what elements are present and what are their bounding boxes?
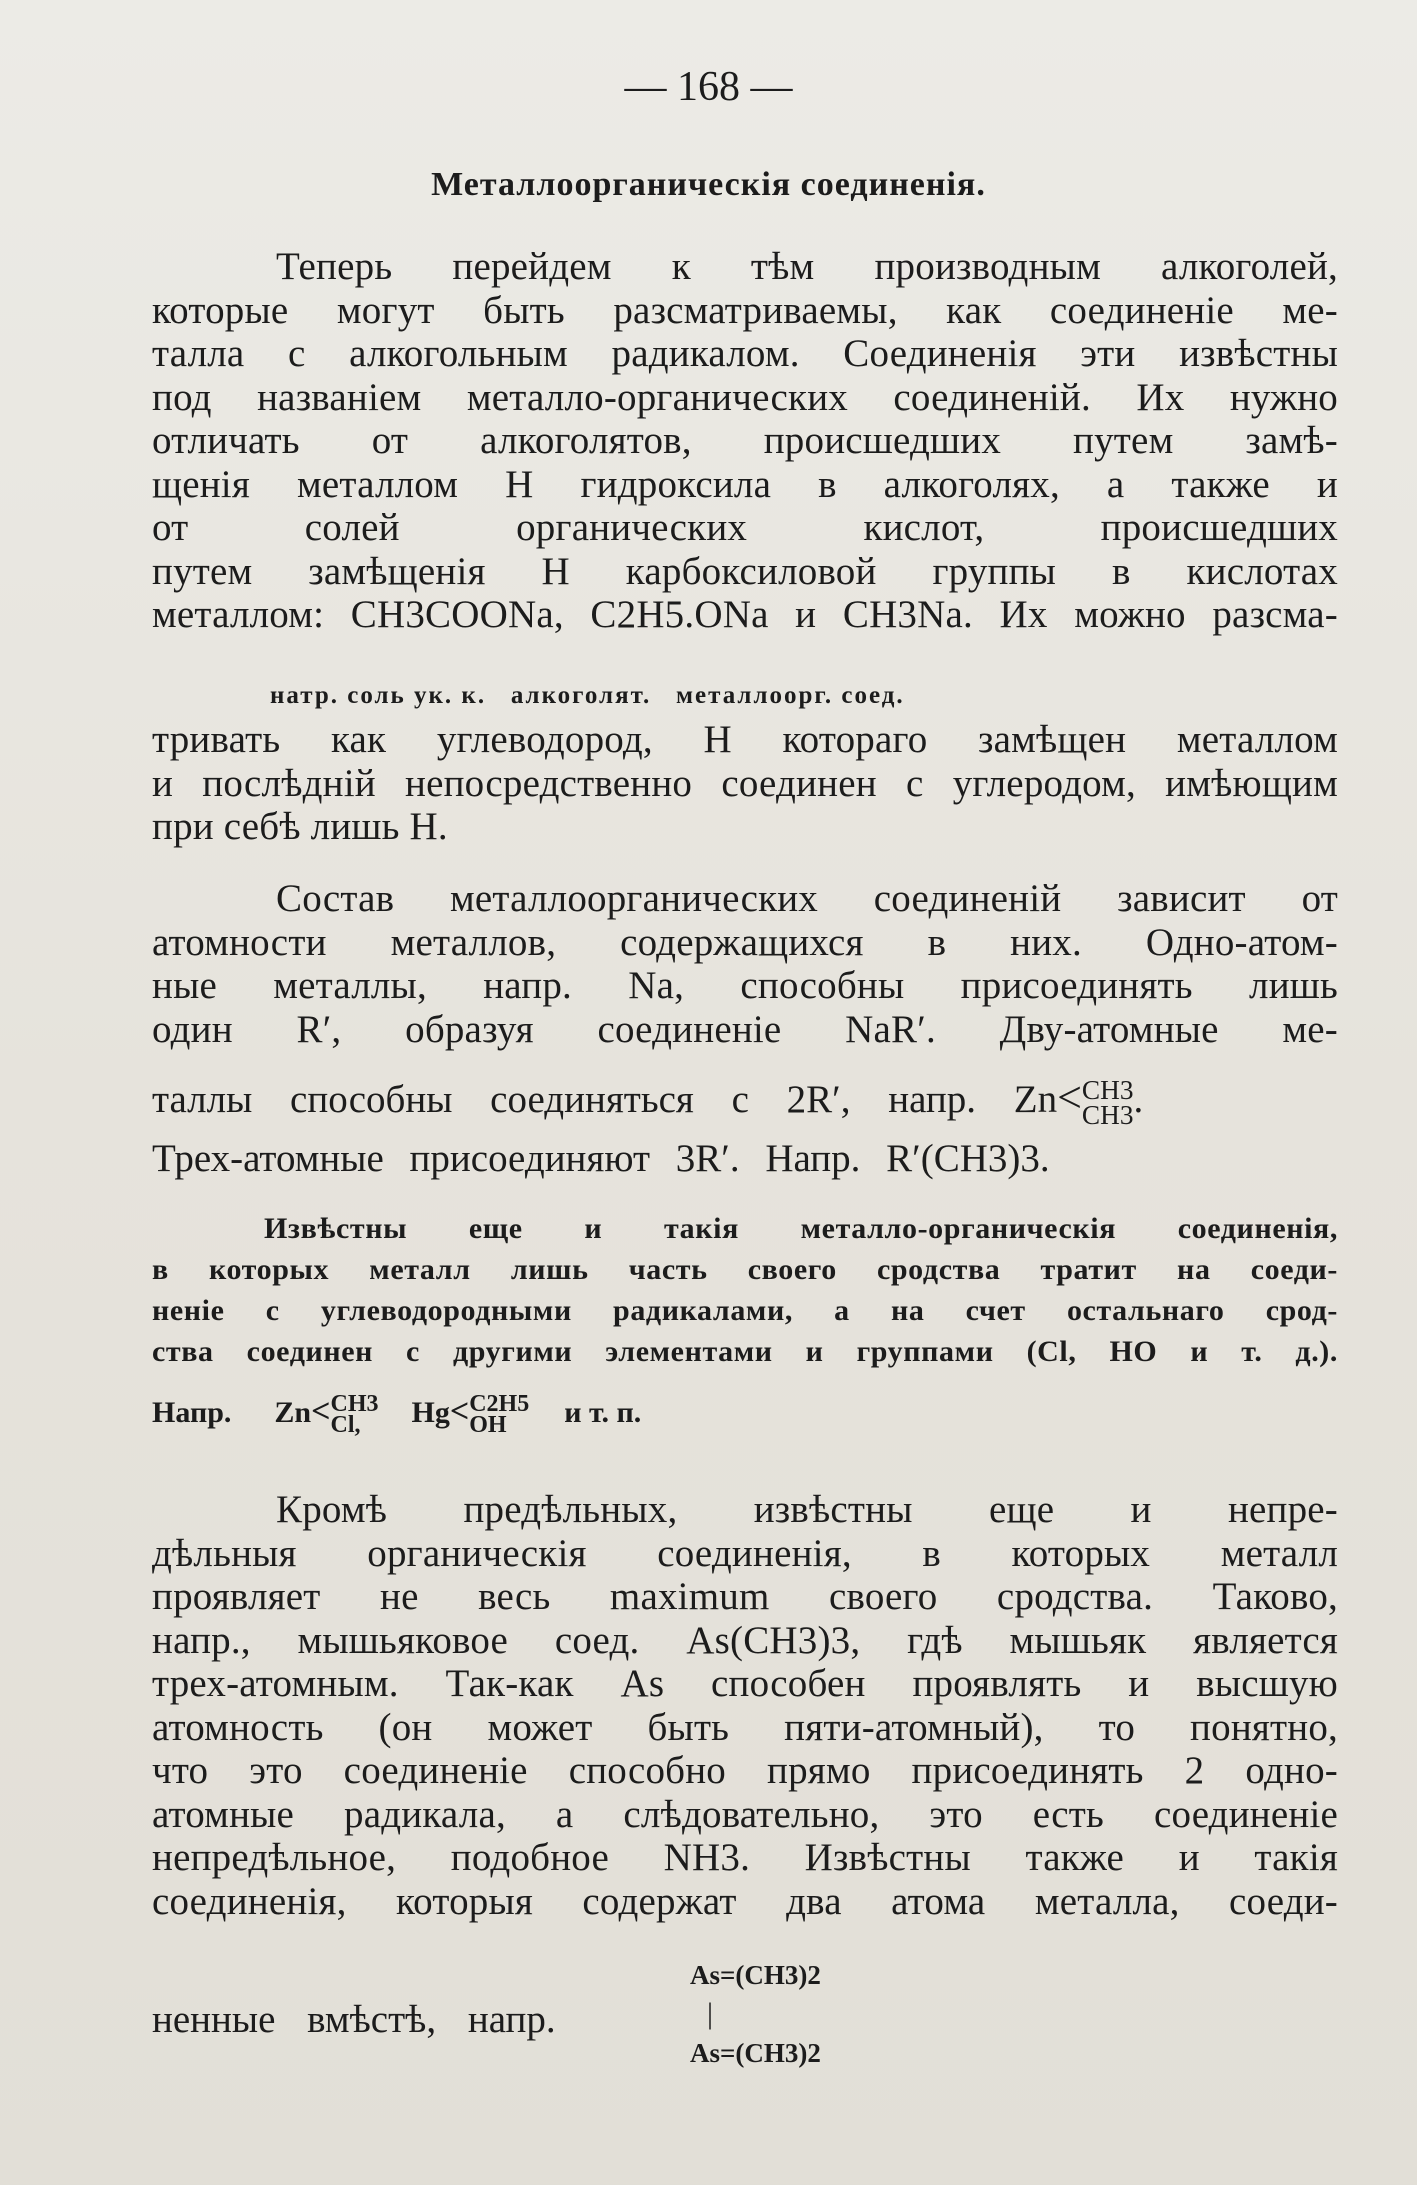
paragraph-2-last-line: Трех-атомные присоединяют 3R′. Напр. R′(CH3)3. — [152, 1137, 1050, 1180]
example-prefix: Напр. — [152, 1396, 232, 1429]
formula-bottom: As=(CH3)2 — [690, 2038, 821, 2068]
paragraph-1-line: отличать от алкоголятов, происшедших путем замѣ- — [152, 419, 1338, 462]
example-zn-top: CH3 — [330, 1390, 379, 1417]
paragraph-3-line: дѣльныя органическія соединенія, в которых металл — [152, 1531, 1338, 1575]
small-print-line: неніе с углеводородными радикалами, а на счет остальнаго срод- — [152, 1294, 1338, 1327]
paragraph-1-line: талла с алкогольным радикалом. Соединенія эти извѣстны — [152, 332, 1338, 375]
small-print-line: ства соединен с другими элементами и группами (Cl, HO и т. д.). — [152, 1335, 1338, 1368]
paragraph-1-line: путем замѣщенія H карбоксиловой группы в кислотах — [152, 549, 1338, 593]
paragraph-1 — [152, 245, 1338, 637]
example-zn-bottom: Cl, — [330, 1412, 361, 1439]
example-hg-bottom: OH — [469, 1412, 507, 1439]
bond-symbol: < — [1057, 1073, 1082, 1122]
small-print-note — [152, 1208, 1338, 1372]
paragraph-3-line: Кромѣ предѣльных, извѣстны еще и непре- — [276, 1488, 1338, 1531]
formula-labels: натр. соль ук. к. алкоголят. металлоорг. соед. — [270, 682, 905, 709]
small-print-examples: Напр. Zn< CH3 Cl, Hg< C2H5 OH и т. п. — [152, 1390, 642, 1439]
zn-fraction-top: CH3 — [1081, 1075, 1134, 1106]
section-title: Металлоорганическія соединенія. — [431, 166, 986, 203]
paragraph-3-line: непредѣльное, подобное NH3. Извѣстны также и такія — [152, 1836, 1338, 1879]
example-suffix: и т. п. — [564, 1396, 642, 1429]
paragraph-1-line: Теперь перейдем к тѣм производным алкоголей, — [276, 245, 1338, 288]
paragraph-2-line: атомности металлов, содержащихся в них. Одно-атом- — [152, 920, 1338, 964]
paragraph-3-last-line: ненные вмѣстѣ, напр. — [152, 1998, 556, 2041]
paragraph-3-line: соединенія, которыя содержат два атома металла, соеди- — [152, 1879, 1338, 1923]
paragraph-1-line: под названіем металло-органических соединеній. Их нужно — [152, 375, 1338, 419]
paragraph-3 — [152, 1488, 1338, 1923]
formula-bond: | — [707, 1997, 714, 2030]
paragraph-3-line: проявляет не весь maximum своего сродства. Таково, — [152, 1575, 1338, 1618]
example-zn-fraction — [330, 1390, 379, 1439]
example-zn: Zn — [274, 1396, 312, 1429]
paragraph-2-text: таллы способны соединяться с 2R′, напр. Zn — [152, 1078, 1058, 1121]
paragraph-1-line: от солей органических кислот, происшедших — [152, 506, 1338, 549]
paragraph-2-line: один R′, образуя соединеніе NaR′. Дву-атомные ме- — [152, 1007, 1338, 1051]
page-number: — 168 — — [624, 64, 793, 110]
zn-fraction-bottom: CH3 — [1081, 1100, 1134, 1131]
paragraph-2-line: ные металлы, напр. Na, способны присоединять лишь — [152, 964, 1338, 1007]
zn-fraction — [1081, 1075, 1134, 1131]
paragraph-3-line: атомность (он может быть пяти-атомный), то понятно, — [152, 1705, 1338, 1749]
paragraph-1-line: и послѣдній непосредственно соединен с углеродом, имѣющим — [152, 761, 1338, 805]
paragraph-1-line: металлом: CH3COONa, C2H5.ONa и CH3Na. Их можно разсма- — [152, 593, 1338, 636]
formula-top: As=(CH3)2 — [690, 1960, 821, 1990]
paragraph-3-line: что это соединеніе способно прямо присоединять 2 одно- — [152, 1749, 1338, 1792]
example-hg-top: C2H5 — [469, 1390, 530, 1417]
paragraph-1-line: при себѣ лишь H. — [152, 805, 448, 848]
paragraph-2-line: Состав металлоорганических соединеній зависит от — [276, 877, 1338, 920]
paragraph-2 — [152, 877, 1338, 1051]
paragraph-3-line: трех-атомным. Так-как As способен проявлять и высшую — [152, 1662, 1338, 1705]
paragraph-3-line: атомные радикала, а слѣдовательно, это есть соединеніе — [152, 1792, 1338, 1836]
small-print-line: в которых металл лишь часть своего сродства тратит на соеди- — [152, 1253, 1338, 1286]
paragraph-1-line: щенія металлом H гидроксила в алкоголях, а также и — [152, 462, 1338, 506]
paragraph-3-line: напр., мышьяковое соед. As(CH3)3, гдѣ мышьяк является — [152, 1618, 1338, 1662]
small-print-line: Извѣстны еще и такія металло-органическія соединенія, — [264, 1212, 1338, 1245]
paragraph-2-line-zn: таллы способны соединяться с 2R′, напр. Zn< CH3 CH3 . — [152, 1073, 1144, 1131]
example-hg-fraction — [469, 1390, 530, 1439]
paragraph-1-continued — [152, 718, 1338, 849]
example-hg: Hg — [411, 1396, 450, 1429]
paragraph-1-line: которые могут быть разсматриваемы, как соединеніе ме- — [152, 288, 1338, 332]
paragraph-1-line: тривать как углеводород, H котораго замѣщен металлом — [152, 718, 1338, 761]
